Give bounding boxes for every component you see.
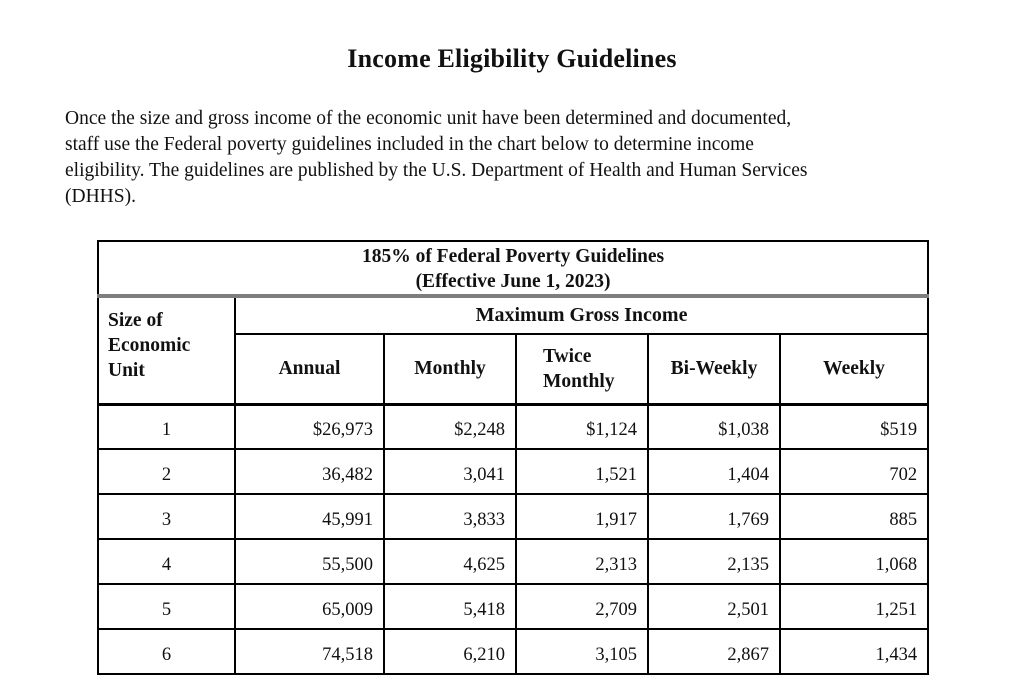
- intro-line: eligibility. The guidelines are published by the U.S. Department of Health and Human Services: [65, 160, 808, 181]
- table-row: [98, 449, 928, 494]
- column-header-twice-monthly: [516, 334, 648, 404]
- value-cell: 702: [780, 449, 928, 494]
- table-row: [98, 404, 928, 449]
- intro-paragraph: [65, 106, 807, 210]
- value-cell: 65,009: [235, 584, 384, 629]
- value-cell: 74,518: [235, 629, 384, 674]
- value-cell: 1,769: [648, 494, 780, 539]
- size-cell: 5: [98, 584, 235, 629]
- eligibility-table: [97, 240, 929, 675]
- value-cell: $1,038: [648, 404, 780, 449]
- intro-line: (DHHS).: [65, 186, 136, 207]
- value-cell: $26,973: [235, 404, 384, 449]
- value-cell: 885: [780, 494, 928, 539]
- value-cell: 2,709: [516, 584, 648, 629]
- value-cell: $519: [780, 404, 928, 449]
- table-row: [98, 539, 928, 584]
- table-caption: [98, 241, 928, 296]
- value-cell: 2,135: [648, 539, 780, 584]
- value-cell: 2,501: [648, 584, 780, 629]
- table-body: [98, 404, 928, 674]
- column-header-label: Annual: [278, 358, 341, 380]
- size-cell: 1: [98, 404, 235, 449]
- value-cell: 3,041: [384, 449, 516, 494]
- value-cell: 1,917: [516, 494, 648, 539]
- column-header-label: Bi-Weekly: [670, 358, 758, 380]
- size-of-economic-unit-header: Size of Economic Unit: [98, 296, 235, 404]
- value-cell: 55,500: [235, 539, 384, 584]
- column-header-label: Twice Monthly: [543, 345, 615, 392]
- value-cell: 3,833: [384, 494, 516, 539]
- size-cell: 6: [98, 629, 235, 674]
- value-cell: $2,248: [384, 404, 516, 449]
- intro-line: Once the size and gross income of the economic unit have been determined and documented,: [65, 108, 792, 129]
- value-cell: 45,991: [235, 494, 384, 539]
- value-cell: 2,313: [516, 539, 648, 584]
- table-row: [98, 494, 928, 539]
- caption-line-1: 185% of Federal Poverty Guidelines: [361, 246, 665, 267]
- value-cell: $1,124: [516, 404, 648, 449]
- value-cell: 1,521: [516, 449, 648, 494]
- value-cell: 36,482: [235, 449, 384, 494]
- table-caption-row: [98, 241, 928, 296]
- column-header-bi-weekly: [648, 334, 780, 404]
- value-cell: 6,210: [384, 629, 516, 674]
- caption-line-2: (Effective June 1, 2023): [415, 271, 611, 292]
- column-header-label: Weekly: [823, 358, 885, 380]
- maximum-gross-income-header: Maximum Gross Income: [235, 296, 928, 334]
- column-header-label: Monthly: [414, 358, 486, 380]
- column-header-monthly: [384, 334, 516, 404]
- column-header-weekly: [780, 334, 928, 404]
- value-cell: 1,434: [780, 629, 928, 674]
- value-cell: 1,404: [648, 449, 780, 494]
- size-cell: 3: [98, 494, 235, 539]
- page-title: Income Eligibility Guidelines: [347, 44, 677, 73]
- value-cell: 5,418: [384, 584, 516, 629]
- column-header-annual: [235, 334, 384, 404]
- value-cell: 4,625: [384, 539, 516, 584]
- value-cell: 3,105: [516, 629, 648, 674]
- value-cell: 1,068: [780, 539, 928, 584]
- table-row: [98, 629, 928, 674]
- value-cell: 2,867: [648, 629, 780, 674]
- group-header-row: [98, 296, 928, 334]
- value-cell: 1,251: [780, 584, 928, 629]
- size-cell: 2: [98, 449, 235, 494]
- size-cell: 4: [98, 539, 235, 584]
- intro-line: staff use the Federal poverty guidelines included in the chart below to determine income: [65, 134, 754, 155]
- table-row: [98, 584, 928, 629]
